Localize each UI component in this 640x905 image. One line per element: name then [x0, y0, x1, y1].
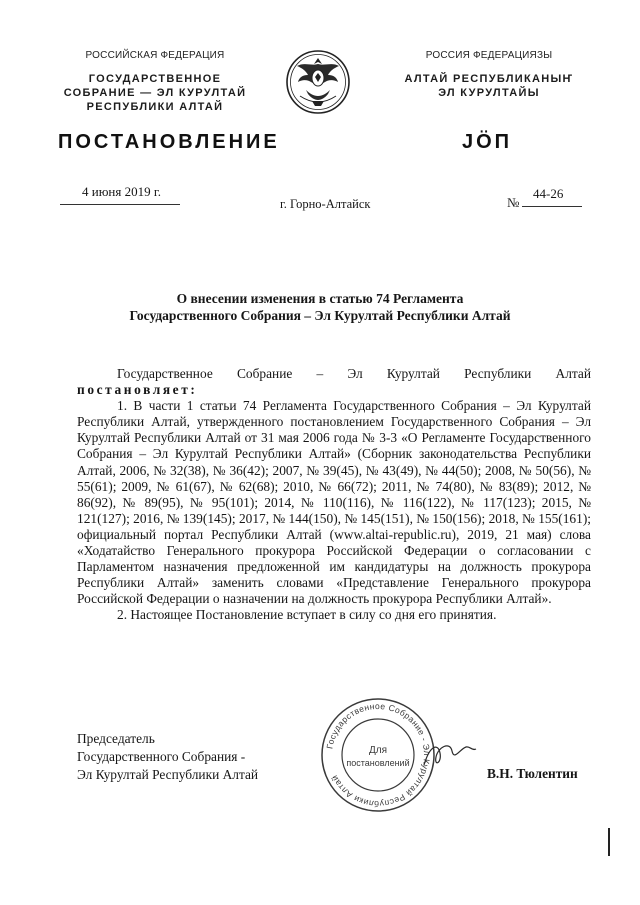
title-line1: О внесении изменения в статью 74 Регламента	[176, 291, 464, 306]
stamp-ring-text: Государственное Собрание - Эл Курултай Республики Алтай	[324, 700, 433, 810]
left-org-line2: СОБРАНИЕ — ЭЛ КУРУЛТАЙ	[63, 87, 247, 99]
body-intro: Государственное Собрание – Эл Курултай Республики Алтай	[117, 366, 591, 381]
body-point-2: 2. Настоящее Постановление вступает в силу со дня его принятия.	[117, 607, 497, 623]
position-line1: Председатель	[77, 731, 155, 746]
document-number: 44-26	[533, 186, 564, 201]
coat-of-arms-icon	[284, 44, 352, 120]
document-title	[0, 290, 640, 324]
margin-mark	[608, 828, 610, 856]
left-country-label: РОССИЙСКАЯ ФЕДЕРАЦИЯ	[85, 50, 225, 61]
stamp-center-line1: Для	[368, 745, 388, 756]
decree-keyword: постановляет:	[77, 382, 198, 398]
right-country-label: РОССИЯ ФЕДЕРАЦИЯЗЫ	[425, 50, 553, 61]
coat-of-arms-emblem	[284, 44, 352, 120]
left-org-line1: ГОСУДАРСТВЕННОЕ	[88, 73, 222, 85]
right-org-line2: ЭЛ КУРУЛТАЙЫ	[438, 87, 540, 99]
stamp-center-line2: постановлений	[346, 758, 410, 768]
number-sign: №	[507, 195, 520, 210]
document-body	[77, 366, 591, 624]
body-point-1: 1. В части 1 статьи 74 Регламента Государственного Собрания – Эл Курултай Республики Алтай, утвержденного постановлением Государственного Собрания – Эл Курултай Республики Алтай от 31 мая 2006 года № 3-3 «О Регламенте Государственного Собрания – Эл Курултай Республики Алтай» (Сборник законодательства Республики Алтай, 2006, № 32(38), № 36(42); 2007, № 39(45), № 43(49), № 44(50); 2008, № 50(56), № 55(61); 2009, № 61(67), № 62(68); 2010, № 66(72); 2011, № 74(80), № 83(89); 2012, № 86(92), № 89(95), № 95(101); 2014, № 110(116), № 116(122), № 117(123); 2015, № 121(127); 2016, № 139(145); 2017, № 144(150), № 145(151), № 150(156); 2018, № 155(161); официальный портал Республики Алтай (www.altai-republic.ru), 2019, 21 мая) слова «Ходатайство Генерального прокурора Российской Федерации о согласовании с Парламентом назначения предложенной им кандидатуры на должность прокурора Республики Алтай» заменить словами «Представление Генерального прокурора Российской Федерации о назначении на должность прокурора Республики Алтай».	[77, 398, 591, 607]
right-org-name	[390, 72, 588, 100]
date-underline	[60, 204, 180, 205]
body-decree-word	[77, 382, 591, 398]
doc-type-russian: ПОСТАНОВЛЕНИЕ	[58, 131, 280, 153]
right-org-line1: АЛТАЙ РЕСПУБЛИКАНЫҤ	[404, 73, 574, 85]
left-org-line3: РЕСПУБЛИКИ АЛТАЙ	[86, 101, 224, 113]
signatory-name: В.Н. Тюлентин	[487, 766, 578, 781]
handwritten-signature	[420, 735, 480, 775]
left-org-name	[60, 72, 250, 114]
signature-scribble-icon	[420, 735, 480, 775]
position-line3: Эл Курултай Республики Алтай	[77, 767, 259, 782]
number-underline	[522, 206, 582, 207]
document-city: г. Горно-Алтайск	[280, 197, 371, 211]
signatory-position	[77, 730, 307, 784]
position-line2: Государственного Собрания -	[77, 749, 246, 764]
doc-type-altai: JÖП	[462, 131, 513, 153]
title-line2: Государственного Собрания – Эл Курултай Республики Алтай	[129, 308, 511, 323]
document-date: 4 июня 2019 г.	[82, 184, 161, 199]
